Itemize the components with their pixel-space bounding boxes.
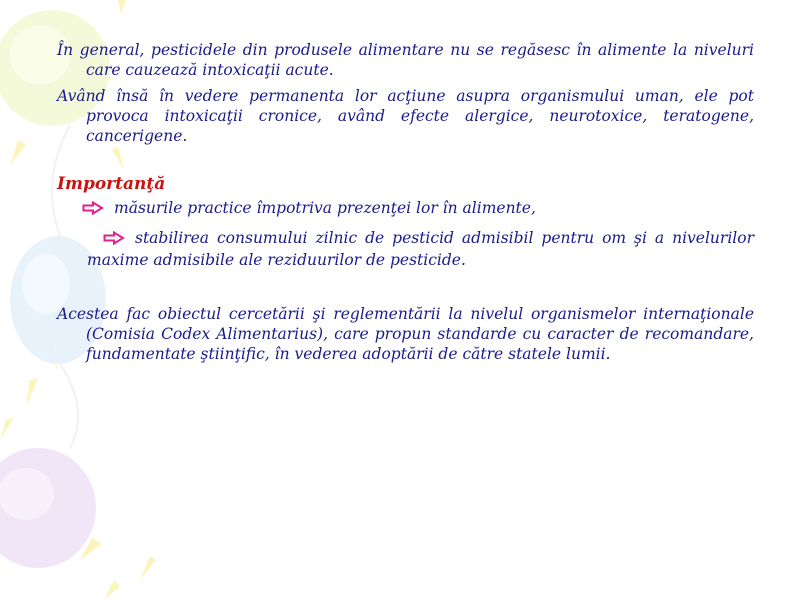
hollow-right-arrow-icon [82,200,104,220]
hollow-right-arrow-icon [95,230,125,250]
importance-heading: Importanţă [57,174,166,194]
bullet-item-practical-measures [57,198,754,220]
paragraph-chronic-intoxication: Având însă în vedere permanenta lor acţiune asupra organismului uman, ele pot provoca intoxicaţii cronice, având efecte alergice, neurotoxice, teratogene, cancerigene. [57,87,754,145]
slide-text-body [57,40,754,364]
bullet-item-daily-intake [57,228,754,270]
paragraph-acute-intoxication: În general, pesticidele din produsele alimentare nu se regăsesc în alimente la niveluri care cauzează intoxicaţii acute. [57,41,754,79]
paragraph-codex-alimentarius: Acestea fac obiectul cercetării şi reglementării la nivelul organismelor internaţionale (Comisia Codex Alimentarius), care propun standarde cu caracter de recomandare, fundamentate ştiinţific, în vederea adoptării de către statele lumii. [57,305,754,363]
bullet-text: măsurile practice împotriva prezenţei lor în alimente, [114,199,536,217]
bullet-text: stabilirea consumului zilnic de pesticid admisibil pentru om şi a nivelurilor maxime admisibile ale reziduurilor de pesticide. [87,229,754,269]
